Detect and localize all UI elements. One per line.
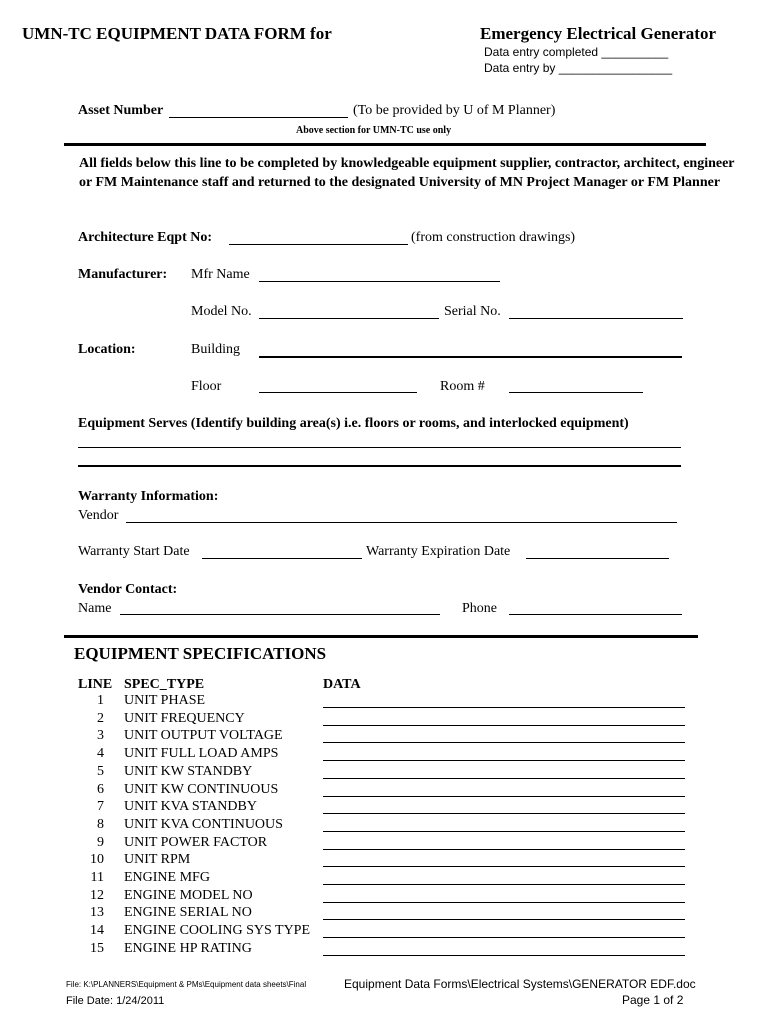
- spec-line-number: 15: [90, 940, 104, 956]
- room-label: Room #: [440, 379, 485, 394]
- spec-data-field[interactable]: [323, 937, 685, 938]
- spec-type: UNIT FULL LOAD AMPS: [124, 746, 279, 762]
- warranty-start-label: Warranty Start Date: [78, 544, 190, 559]
- spec-data-field[interactable]: [323, 742, 685, 743]
- vendor-contact-heading: Vendor Contact:: [78, 582, 178, 597]
- spec-line-number: 11: [90, 870, 104, 885]
- footer-page-number: Page 1 of 2: [622, 993, 684, 1007]
- section-divider: [64, 143, 706, 146]
- vendor-field[interactable]: [126, 522, 677, 523]
- spec-type: UNIT FREQUENCY: [124, 710, 245, 726]
- spec-line-number: 4: [97, 746, 104, 762]
- spec-line-number: 8: [97, 816, 104, 832]
- col-spec-type-header: SPEC_TYPE: [124, 677, 205, 692]
- spec-line-number: 13: [90, 905, 104, 921]
- spec-line-number: 12: [90, 887, 104, 903]
- specs-divider: [64, 635, 698, 638]
- spec-type: ENGINE COOLING SYS TYPE: [124, 923, 311, 939]
- data-entry-completed: Data entry completed __________: [484, 45, 669, 59]
- spec-data-field[interactable]: [323, 866, 685, 867]
- spec-data-field[interactable]: [323, 796, 685, 797]
- spec-line-number: 14: [90, 923, 104, 939]
- serial-no-label: Serial No.: [444, 304, 501, 319]
- spec-line-number: 3: [97, 728, 104, 744]
- footer-file-path-small: File: K:\PLANNERS\Equipment & PMs\Equipment data sheets\Final: [66, 980, 307, 989]
- equipment-type-title: Emergency Electrical Generator: [480, 24, 717, 43]
- arch-eqpt-note: (from construction drawings): [411, 230, 576, 245]
- contact-phone-label: Phone: [462, 601, 497, 616]
- spec-data-field[interactable]: [323, 831, 685, 832]
- contact-name-field[interactable]: [120, 614, 440, 615]
- floor-label: Floor: [191, 379, 222, 394]
- spec-line-number: 2: [97, 710, 104, 726]
- spec-line-number: 1: [97, 693, 104, 708]
- model-no-label: Model No.: [191, 304, 252, 319]
- contact-name-label: Name: [78, 601, 112, 616]
- asset-number-note: (To be provided by U of M Planner): [353, 103, 556, 118]
- instructions: All fields below this line to be completed by knowledgeable equipment supplier, contractor, architect, engineer or FM Maintenance staff and returned to the designated University of MN Project Manager or FM Planner: [79, 156, 735, 190]
- spec-line-number: 5: [97, 763, 104, 779]
- location-label: Location:: [78, 342, 136, 357]
- arch-eqpt-field[interactable]: [229, 244, 408, 245]
- building-label: Building: [191, 342, 241, 357]
- room-field[interactable]: [509, 392, 643, 393]
- spec-type: UNIT POWER FACTOR: [124, 834, 268, 850]
- floor-field[interactable]: [259, 392, 417, 393]
- equipment-serves-line-1[interactable]: [78, 447, 681, 448]
- spec-line-number: 6: [97, 781, 104, 797]
- mfr-name-label: Mfr Name: [191, 267, 250, 282]
- spec-type: UNIT PHASE: [124, 693, 206, 708]
- spec-type: ENGINE MFG: [124, 870, 210, 885]
- form-title: UMN-TC EQUIPMENT DATA FORM for: [22, 24, 332, 43]
- specs-heading: EQUIPMENT SPECIFICATIONS: [74, 644, 327, 663]
- equipment-serves-label: Equipment Serves (Identify building area(s) i.e. floors or rooms, and interlocked equipment): [78, 416, 629, 431]
- spec-type: UNIT OUTPUT VOLTAGE: [124, 728, 283, 744]
- spec-data-field[interactable]: [323, 884, 685, 885]
- spec-line-number: 9: [97, 834, 104, 850]
- spec-data-field[interactable]: [323, 760, 685, 761]
- spec-data-field[interactable]: [323, 955, 685, 956]
- spec-line-number: 10: [90, 852, 104, 868]
- asset-number-label: Asset Number: [78, 103, 164, 118]
- vendor-label: Vendor: [78, 508, 119, 523]
- spec-data-field[interactable]: [323, 725, 685, 726]
- warranty-exp-field[interactable]: [526, 558, 669, 559]
- umn-only-note: Above section for UMN-TC use only: [296, 125, 452, 136]
- spec-data-field[interactable]: [323, 778, 685, 779]
- building-field[interactable]: [259, 356, 682, 358]
- model-no-field[interactable]: [259, 318, 439, 319]
- manufacturer-label: Manufacturer:: [78, 267, 168, 282]
- warranty-exp-label: Warranty Expiration Date: [366, 544, 511, 559]
- data-entry-by: Data entry by _________________: [484, 61, 673, 75]
- spec-data-field[interactable]: [323, 707, 685, 708]
- spec-line-number: 7: [97, 799, 104, 815]
- col-data-header: DATA: [323, 677, 361, 692]
- col-line-header: LINE: [78, 677, 113, 692]
- spec-type: UNIT KW STANDBY: [124, 763, 253, 779]
- spec-data-field[interactable]: [323, 849, 685, 850]
- spec-type: ENGINE HP RATING: [124, 940, 252, 956]
- spec-type: UNIT KVA CONTINUOUS: [124, 816, 283, 832]
- asset-number-field[interactable]: [169, 117, 348, 118]
- contact-phone-field[interactable]: [509, 614, 682, 615]
- serial-no-field[interactable]: [509, 318, 683, 319]
- spec-type: ENGINE MODEL NO: [124, 887, 253, 903]
- spec-data-field[interactable]: [323, 919, 685, 920]
- spec-type: UNIT KW CONTINUOUS: [124, 781, 279, 797]
- spec-type: UNIT KVA STANDBY: [124, 799, 257, 815]
- spec-type: UNIT RPM: [124, 852, 191, 868]
- warranty-heading: Warranty Information:: [78, 489, 219, 504]
- spec-type: ENGINE SERIAL NO: [124, 905, 252, 921]
- mfr-name-field[interactable]: [259, 281, 500, 282]
- footer-file-path: Equipment Data Forms\Electrical Systems\GENERATOR EDF.doc: [344, 977, 696, 991]
- footer-file-date: File Date: 1/24/2011: [66, 995, 165, 1007]
- warranty-start-field[interactable]: [202, 558, 362, 559]
- spec-data-field[interactable]: [323, 813, 685, 814]
- equipment-serves-line-2[interactable]: [78, 465, 681, 467]
- arch-eqpt-label: Architecture Eqpt No:: [78, 230, 213, 245]
- spec-data-field[interactable]: [323, 902, 685, 903]
